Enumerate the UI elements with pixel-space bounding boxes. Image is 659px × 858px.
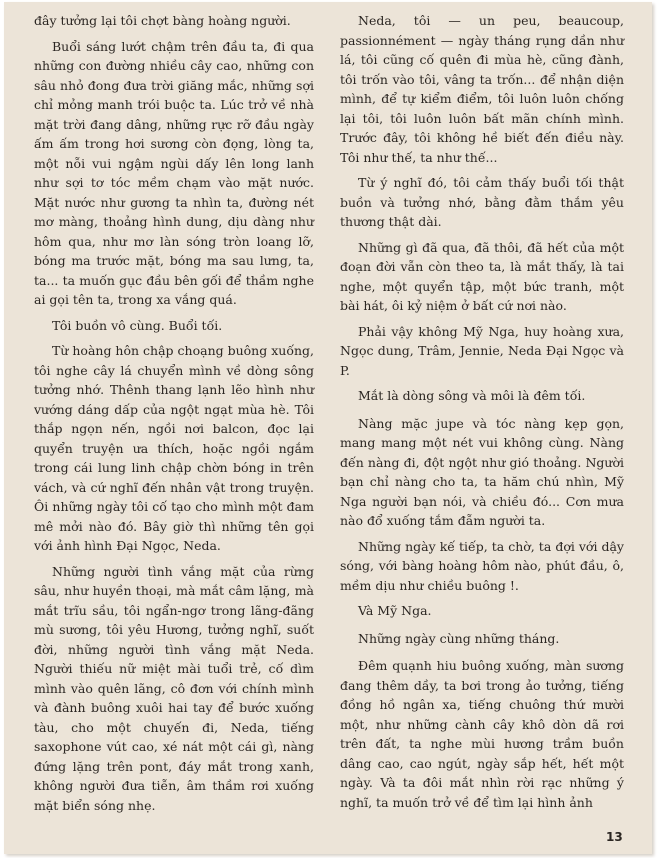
paragraph: Phải vậy không Mỹ Nga, huy hoàng xưa, Ngọc dung, Trâm, Jennie, Neda Đại Ngọc và P.	[340, 323, 624, 378]
paragraph: Những ngày kế tiếp, ta chờ, ta đợi với dậy sóng, với bàng hoàng hôm nào, phút đầu, ô, mềm dịu như chiều buông !.	[340, 538, 624, 593]
paragraph: đây tưởng lại tôi chợt bàng hoàng người.	[34, 13, 291, 28]
paragraph: Từ ý nghĩ đó, tôi cảm thấy buổi tối thật buồn và tưởng nhớ, bằng đằm thắm yêu thương thật dài.	[340, 175, 624, 229]
paragraph: Và Mỹ Nga.	[358, 603, 432, 618]
paragraph: Buổi sáng lướt chậm trên đầu ta, đi qua những con đường nhiều cây cao, những con sâu nhỏ đong đưa trời giăng mắc, những sợi chỉ mỏng manh trói buộc ta. Lúc trở về nhà mặt trời đang dâng, những rực rỡ đầu ngày ấm ấm trong hơi sương còn đọng, lòng ta, một nỗi vui ngậm ngùi dấy lên long lanh như sợi tơ tóc mềm chạm vào mặt nước. Mặt nước như gương ta nhìn ta, đường nét mơ màng, thoảng hình dung, dịu dàng như hôm qua, như mơ làn sóng tròn loang lỡ, bóng ma trước mặt, bóng ma sau lưng, ta, ta... ta muốn gục đầu bên gối để thầm nghe ai gọi tên ta, trong xa vắng quá.	[34, 38, 314, 307]
paragraph: Những người tình vắng mặt của rừng sâu, như huyền thoại, mà mắt câm lặng, mà mắt trĩu sầu, tôi ngẩn-ngơ trong lãng-đãng mù sương, tôi yêu Hương, tưởng nghĩ, suốt đời, những người tình vắng mặt Neda. Người thiếu nữ miệt mài tuổi trẻ, cố dìm mình vào quên lãng, cô đơn với chính mình và đành buông xuôi hai tay để bước xuống tàu, cho một chuyến đi, Neda, tiếng saxophone vút cao, xé nát một cái gì, nàng đứng lặng trên pont, đáy mắt trong xanh, không người đưa tiễn, âm thầm rơi xuống mặt biển sóng nhẹ.	[34, 563, 314, 813]
page-number: 13	[606, 830, 623, 844]
book-page	[4, 2, 652, 854]
paragraph: Đêm quạnh hiu buông xuống, màn sương đang thêm dầy, ta bơi trong ảo tưởng, tiếng đồng hồ ngân xa, tiếng chuông thứ mười một, như những cành cây khô dòn dã rơi trên đất, ta nghe mùi hương trầm buồn dâng cao, cao ngút, ngày sắp hết, hết một ngày. Và ta đôi mắt nhìn rời rạc những ý nghĩ, ta muốn trở về để tìm lại hình ảnh	[340, 658, 624, 810]
left-column	[34, 11, 314, 821]
paragraph: Mắt là dòng sông và môi là đêm tối.	[358, 388, 586, 403]
paragraph: Từ hoàng hôn chập choạng buông xuống, tôi nghe cây lá chuyển mình về dòng sông tưởng nhớ. Thênh thang lạnh lẽo hình như vướng dáng dấp của ngột ngạt mùa hè. Tôi thắp ngọn nến, ngồi nơi balcon, đọc lại quyển truyện ưa thích, hoặc ngồi ngắm trong cái lung linh chập chờn bóng in trên vách, và cứ nghĩ đến nhân vật trong truyện. Ôi những ngày tôi cố tạo cho mình một đam mê mởi nào đó. Bây giờ thì những tên gọi với ảnh hình Đại Ngọc, Neda.	[34, 343, 314, 553]
paragraph: Những ngày cùng những tháng.	[358, 630, 560, 646]
paragraph: Tôi buồn vô cùng. Buổi tối.	[52, 317, 223, 333]
paragraph: Những gì đã qua, đã thôi, đã hết của một đoạn đời vẫn còn theo ta, là mắt thấy, là tai nghe, một quyển tập, một bức tranh, một bài hát, ôi kỷ niệm ở bất cứ nơi nào.	[340, 239, 624, 313]
paragraph: Nàng mặc jupe và tóc nàng kẹp gọn, mang mang một nét vui không cùng. Nàng đến nàng đi, đột ngột như gió thoảng. Người bạn chỉ nàng cho ta, ta hăm chú nhìn, Mỹ Nga người bạn nói, và chiều đó... Cơn mưa nào đổ xuống tắm đẫm người ta.	[340, 415, 624, 528]
right-column	[340, 11, 624, 818]
paragraph: Neda, tôi — un peu, beaucoup, passionnément — ngày tháng rụng dần như lá, tôi cũng cố quên đi mùa hè, cũng đành, tôi trốn vào tôi, vâng ta trốn... để nhận diện mình, để tự kiểm điểm, tôi luôn luôn chống lại tôi, tôi luôn luôn bất mãn chính mình. Trước đây, tôi không hề biết đến điều này. Tôi như thế, ta như thế...	[340, 13, 624, 165]
